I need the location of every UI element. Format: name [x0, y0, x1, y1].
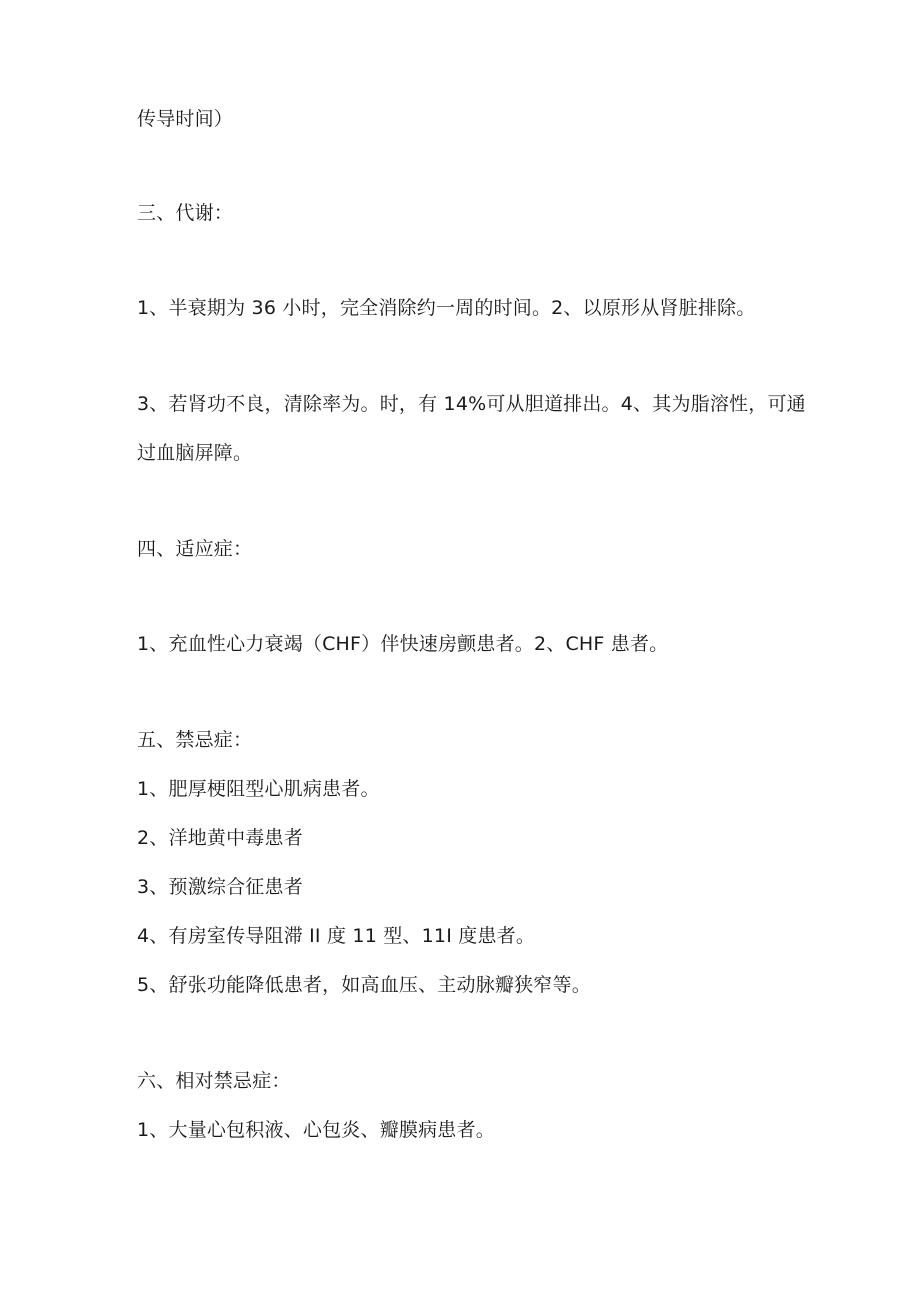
section-heading-relative-contraindications: 六、相对禁忌症： [137, 1070, 291, 1092]
text-line-half-life: 1、半衰期为 36 小时，完全消除约一周的时间。2、以原形从肾脏排除。 [137, 297, 756, 319]
list-item-contraindication-3: 3、预激综合征患者 [137, 876, 303, 898]
text-line-renal-clearance: 3、若肾功不良，清除率为。时，有 14%可从胆道排出。4、其为脂溶性，可通 [137, 393, 806, 415]
text-line-conduction-time: 传导时间） [137, 108, 234, 130]
text-line-blood-brain-barrier: 过血脑屏障。 [137, 442, 253, 464]
section-heading-contraindications: 五、禁忌症： [137, 729, 253, 751]
section-heading-indications: 四、适应症： [137, 538, 253, 560]
list-item-contraindication-1: 1、肥厚梗阻型心肌病患者。 [137, 778, 380, 800]
list-item-relative-contraindication-1: 1、大量心包积液、心包炎、瓣膜病患者。 [137, 1119, 495, 1141]
list-item-contraindication-5: 5、舒张功能降低患者，如高血压、主动脉瓣狭窄等。 [137, 974, 591, 996]
section-heading-metabolism: 三、代谢： [137, 202, 234, 224]
list-item-contraindication-4: 4、有房室传导阻滞 II 度 11 型、11I 度患者。 [137, 925, 536, 947]
text-line-indications: 1、充血性心力衰竭（CHF）伴快速房颤患者。2、CHF 患者。 [137, 633, 669, 655]
list-item-contraindication-2: 2、洋地黄中毒患者 [137, 827, 303, 849]
